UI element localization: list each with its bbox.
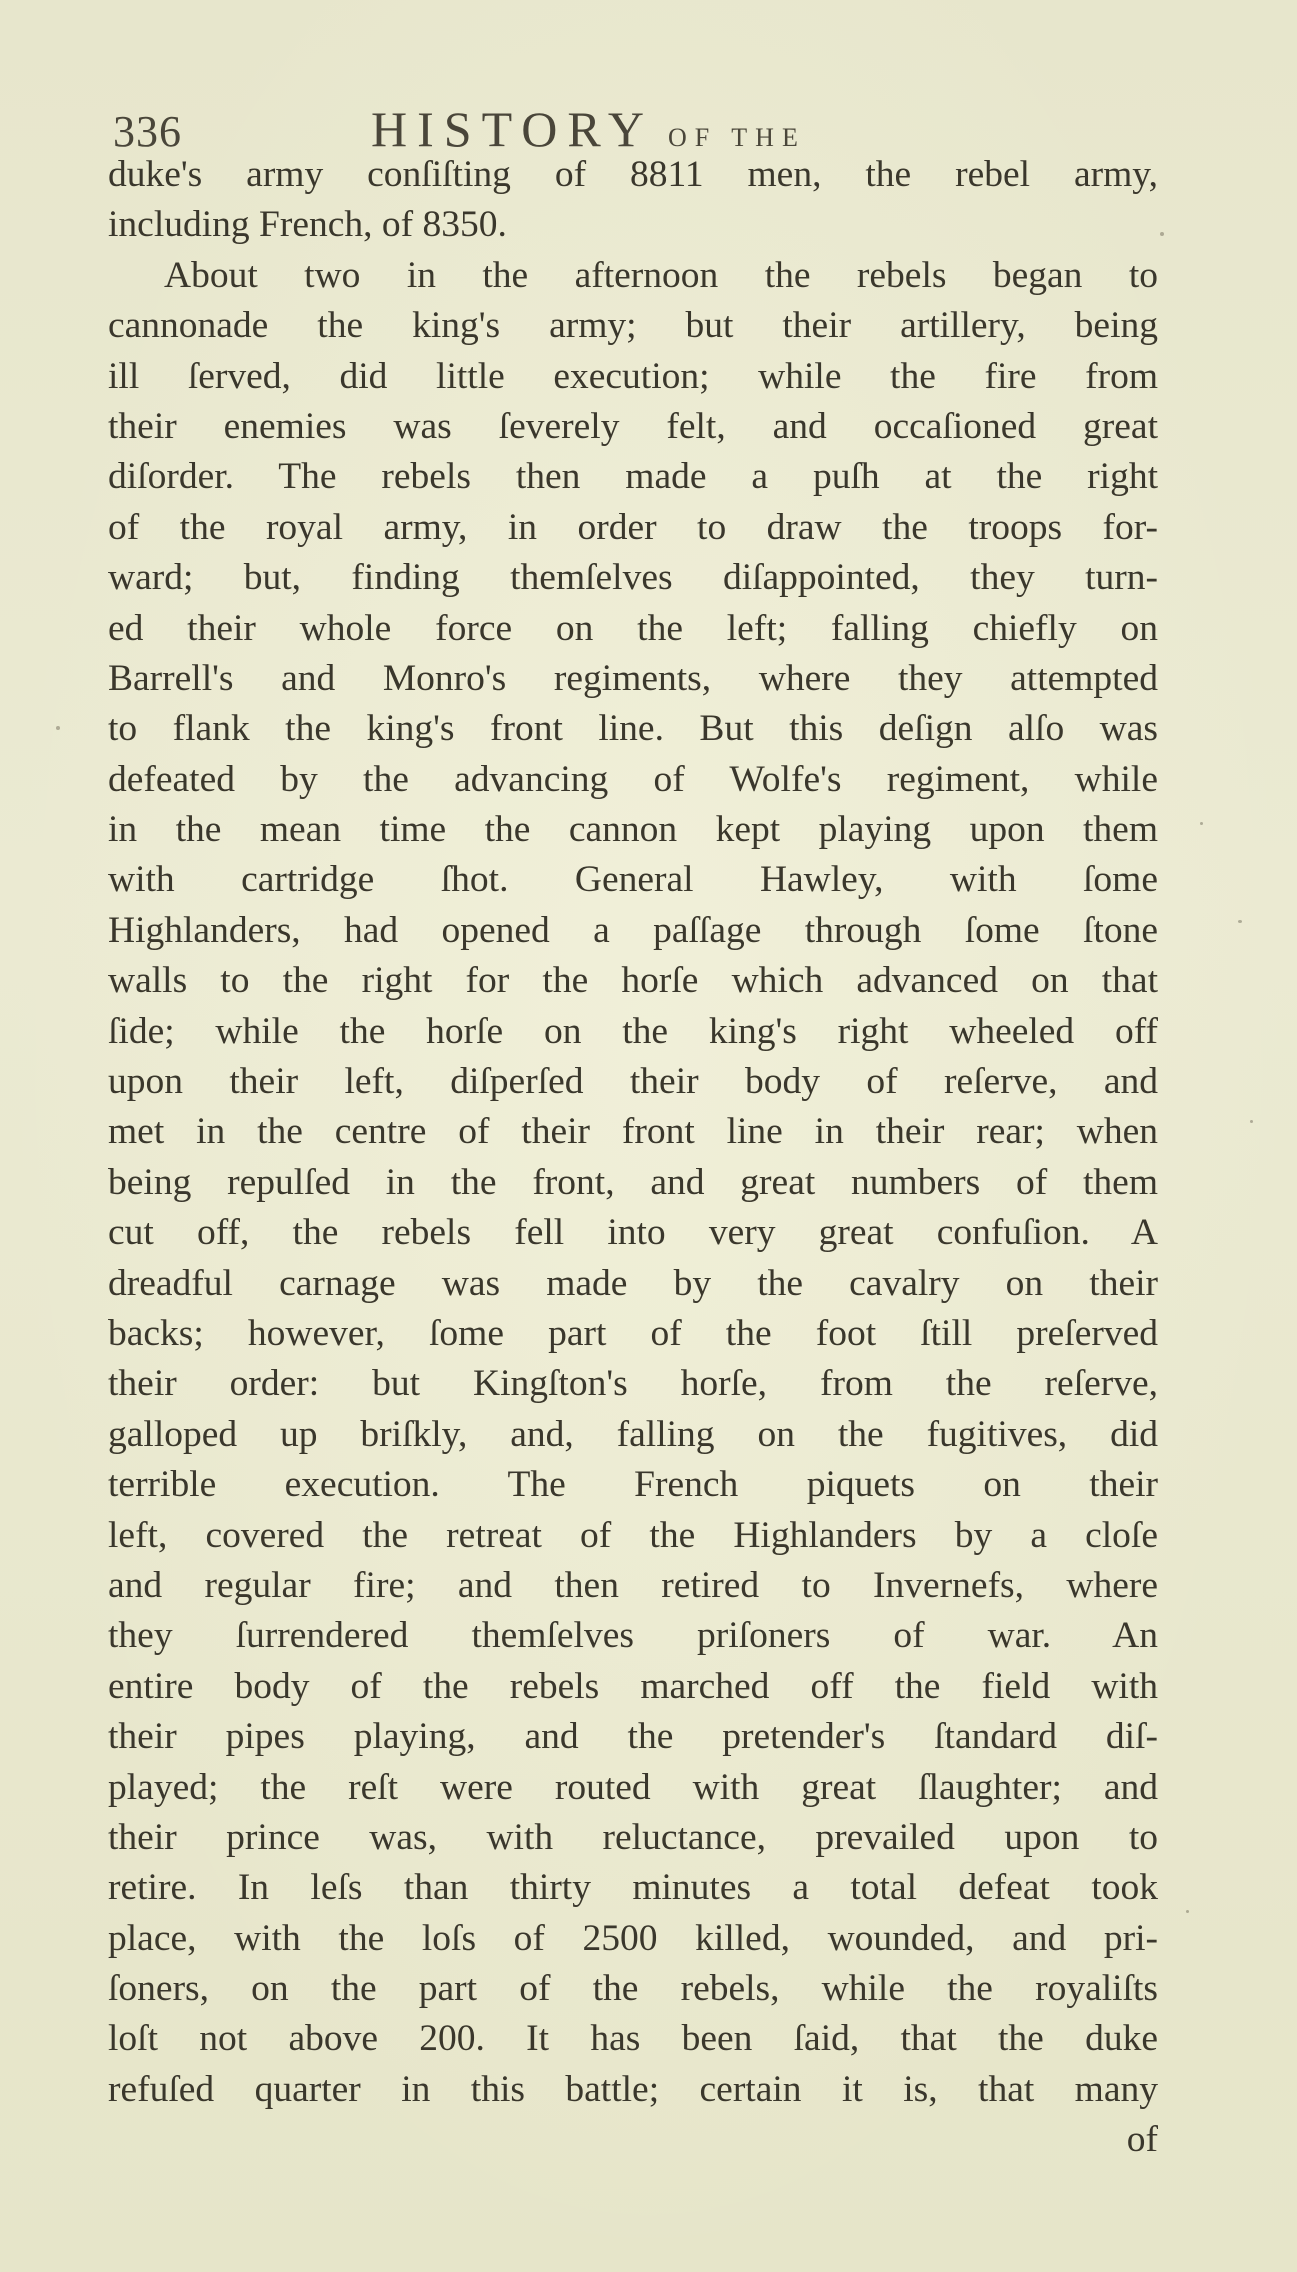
paper-speck [1160, 232, 1164, 236]
text-line: defeated by the advancing of Wolfe's regiment, while [108, 758, 1158, 800]
text-line: ſide; while the horſe on the king's right wheeled off [108, 1010, 1158, 1052]
text-line: dreadful carnage was made by the cavalry on their [108, 1262, 1158, 1304]
text-line: to flank the king's front line. But this deſign alſo was [108, 708, 1158, 750]
text-line: played; the reſt were routed with great ſlaughter; and [108, 1766, 1158, 1808]
text-line: ill ſerved, did little execution; while the fire from [108, 355, 1158, 397]
text-line: their pipes playing, and the pretender's ſtandard diſ- [108, 1716, 1158, 1758]
text-line: their enemies was ſeverely felt, and occaſioned great [108, 405, 1158, 447]
text-line: being repulſed in the front, and great numbers of them [108, 1161, 1158, 1203]
body-text [108, 150, 1158, 2166]
text-line: ed their whole force on the left; falling chiefly on [108, 607, 1158, 649]
text-line: About two in the afternoon the rebels began to [164, 254, 1158, 296]
text-line: left, covered the retreat of the Highlanders by a cloſe [108, 1514, 1158, 1556]
paper-speck [56, 726, 60, 730]
text-line: their order: but Kingſton's horſe, from the reſerve, [108, 1363, 1158, 1405]
paper-speck [1186, 1910, 1189, 1913]
text-line: diſorder. The rebels then made a puſh at the right [108, 456, 1158, 498]
text-line: entire body of the rebels marched off the field with [108, 1665, 1158, 1707]
paper-speck [1200, 822, 1203, 825]
text-line: they ſurrendered themſelves priſoners of war. An [108, 1615, 1158, 1657]
text-line: place, with the loſs of 2500 killed, wounded, and pri- [108, 1917, 1158, 1959]
text-line: with cartridge ſhot. General Hawley, with ſome [108, 859, 1158, 901]
paper-speck [1238, 920, 1242, 923]
text-line: ward; but, finding themſelves diſappointed, they turn- [108, 557, 1158, 599]
text-line: terrible execution. The French piquets on their [108, 1464, 1158, 1506]
text-line: cannonade the king's army; but their artillery, being [108, 305, 1158, 347]
text-line: duke's army conſiſting of 8811 men, the rebel army, [108, 154, 1158, 195]
text-line: refuſed quarter in this battle; certain it is, that many [108, 2068, 1158, 2110]
text-line: walls to the right for the horſe which advanced on that [108, 960, 1158, 1002]
running-title-main: HISTORY [371, 101, 655, 157]
catchword: of [1126, 2119, 1158, 2161]
paper-speck [1250, 1120, 1253, 1123]
text-line: backs; however, ſome part of the foot ſtill preſerved [108, 1312, 1158, 1354]
text-line: and regular fire; and then retired to Invernefs, where [108, 1564, 1158, 1606]
text-line: their prince was, with reluctance, prevailed upon to [108, 1816, 1158, 1858]
text-line: including French, of 8350. [108, 204, 507, 246]
text-line: retire. In leſs than thirty minutes a total defeat took [108, 1867, 1158, 1909]
text-line: Highlanders, had opened a paſſage through ſome ſtone [108, 909, 1158, 951]
text-line: met in the centre of their front line in their rear; when [108, 1111, 1158, 1153]
text-line: loſt not above 200. It has been ſaid, that the duke [108, 2018, 1158, 2060]
running-title-small: OF THE [668, 123, 806, 152]
text-line: galloped up briſkly, and, falling on the fugitives, did [108, 1413, 1158, 1455]
page-number: 336 [113, 107, 182, 156]
text-line: in the mean time the cannon kept playing upon them [108, 809, 1158, 851]
text-line: upon their left, diſperſed their body of reſerve, and [108, 1061, 1158, 1103]
text-line: of the royal army, in order to draw the troops for- [108, 506, 1158, 548]
text-line: ſoners, on the part of the rebels, while the royaliſts [108, 1968, 1158, 2010]
text-line: cut off, the rebels fell into very great confuſion. A [108, 1212, 1158, 1254]
text-line: Barrell's and Monro's regiments, where they attempted [108, 657, 1158, 699]
